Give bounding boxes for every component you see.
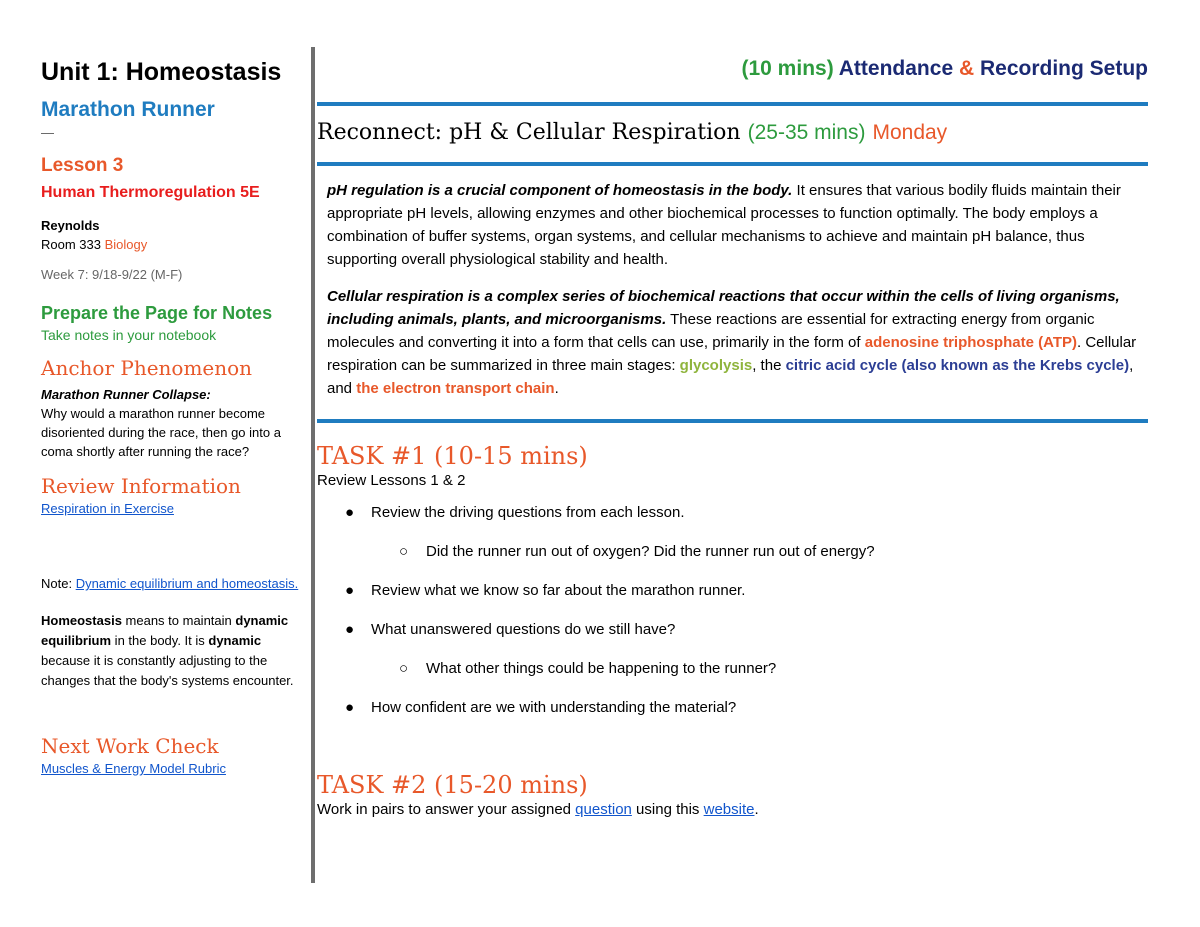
homeo-term: Homeostasis	[41, 613, 122, 628]
blue-rule	[317, 102, 1148, 106]
respiration-paragraph	[327, 285, 1148, 400]
homeostasis-definition	[41, 611, 311, 691]
resp-text3: , the	[752, 357, 786, 374]
note-label: Note:	[41, 576, 76, 591]
homeo-text1: means to maintain	[121, 613, 236, 628]
next-work-title: Next Work Check	[41, 734, 219, 758]
ph-paragraph	[327, 179, 1148, 271]
lesson-label: Lesson 3	[41, 155, 124, 176]
task2-text: Work in pairs to answer your assigned question using this website.	[317, 801, 759, 818]
list-item: ● How confident are we with understanding the material?	[345, 699, 737, 716]
room-info	[41, 235, 311, 255]
list-item: ● Review the driving questions from each lesson.	[345, 504, 685, 521]
list-item: ○ What other things could be happening to the runner?	[399, 660, 777, 677]
reconnect-header	[317, 118, 1148, 148]
task1-title: TASK #1 (10-15 mins)	[317, 442, 588, 470]
task1-subtitle: Review Lessons 1 & 2	[317, 472, 466, 489]
reconnect-title: Reconnect: pH & Cellular Respiration	[317, 120, 741, 145]
unit-subtitle: Marathon Runner	[41, 98, 215, 121]
teacher-name: Reynolds	[41, 218, 100, 233]
list-item: ● Review what we know so far about the marathon runner.	[345, 582, 746, 599]
bullet-icon: ●	[345, 582, 355, 599]
task1-list	[317, 503, 1148, 718]
prepare-subtitle: Take notes in your notebook	[41, 327, 217, 343]
resp-text5: .	[554, 380, 559, 397]
attendance-header	[317, 55, 1148, 83]
resp-text1: These reactions are essential for extracting energy from organic molecules and converting it into a form that cells can use, primarily in the form of	[327, 311, 1095, 351]
task1-section	[317, 441, 1148, 718]
lesson-topic: Human Thermoregulation 5E	[41, 184, 260, 201]
sidebar	[41, 55, 311, 778]
bullet-icon: ●	[345, 504, 355, 521]
attendance-amp: &	[958, 57, 975, 80]
vertical-divider	[311, 47, 315, 883]
recording-label: Recording Setup	[979, 57, 1148, 80]
room-subject: Biology	[104, 237, 148, 252]
citric-acid-term: citric acid cycle (also known as the Krebs cycle)	[785, 357, 1130, 374]
task2-title: TASK #2 (15-20 mins)	[317, 771, 588, 799]
homeo-text3: because it is constantly adjusting to the changes that the body's systems encounter.	[41, 653, 294, 688]
resp-text2: . Cellular respiration can be summarized in three main stages:	[327, 334, 1137, 374]
next-work-link[interactable]: Muscles & Energy Model Rubric	[41, 761, 226, 776]
homeo-term3: dynamic	[208, 633, 262, 648]
etc-term: the electron transport chain	[356, 380, 555, 397]
bullet-icon: ●	[345, 621, 355, 638]
reconnect-mins: (25-35 mins)	[747, 121, 866, 144]
list-item: ○ Did the runner run out of oxygen? Did the runner run out of energy?	[399, 543, 875, 560]
blue-rule	[317, 162, 1148, 166]
main-content	[317, 55, 1148, 820]
review-link[interactable]: Respiration in Exercise	[41, 501, 174, 516]
anchor-subtitle: Marathon Runner Collapse:	[41, 387, 211, 402]
ph-text: It ensures that various bodily fluids maintain their appropriate pH levels, allowing enzymes and other biochemical processes to function optimally. The body employs a combination of buffer systems, organ systems, and cellular mechanisms to achieve and maintain pH balance, thus supporting overall physiological stability and health.	[327, 182, 1121, 268]
unit-title: Unit 1: Homeostasis	[41, 58, 282, 86]
reconnect-day: Monday	[872, 121, 948, 144]
note	[41, 574, 311, 593]
attendance-label: Attendance	[838, 57, 954, 80]
prepare-title: Prepare the Page for Notes	[41, 303, 273, 323]
bullet-icon: ●	[345, 699, 355, 716]
atp-term: adenosine triphosphate (ATP)	[864, 334, 1077, 351]
sub-bullet-icon: ○	[399, 543, 409, 560]
room-number: Room 333	[41, 237, 101, 252]
homeo-term2: dynamic equilibrium	[41, 613, 289, 648]
resp-lead: Cellular respiration is a complex series of biochemical reactions that occur within the cells of living organisms, including animals, plants, and microorganisms.	[327, 288, 1120, 328]
note-link[interactable]: Dynamic equilibrium and homeostasis.	[75, 576, 299, 591]
sub-bullet-icon: ○	[399, 660, 409, 677]
task2-section	[317, 770, 1148, 820]
ph-lead: pH regulation is a crucial component of homeostasis in the body.	[327, 182, 793, 199]
homeo-text2: in the body. It is	[111, 633, 209, 648]
resp-text4: , and	[327, 357, 1134, 397]
list-item: ● What unanswered questions do we still have?	[345, 621, 676, 638]
attendance-time: (10 mins)	[741, 57, 834, 80]
week-dates: Week 7: 9/18-9/22 (M-F)	[41, 267, 183, 282]
glycolysis-term: glycolysis	[679, 357, 753, 374]
question-link[interactable]: question	[575, 801, 632, 818]
website-link[interactable]: website	[703, 801, 755, 818]
anchor-text: Why would a marathon runner become disoriented during the race, then go into a coma shortly after running the race?	[41, 406, 281, 459]
review-title: Review Information	[41, 474, 241, 498]
blue-rule	[317, 419, 1148, 423]
divider-dash: —	[41, 125, 54, 140]
anchor-title: Anchor Phenomenon	[41, 356, 253, 380]
